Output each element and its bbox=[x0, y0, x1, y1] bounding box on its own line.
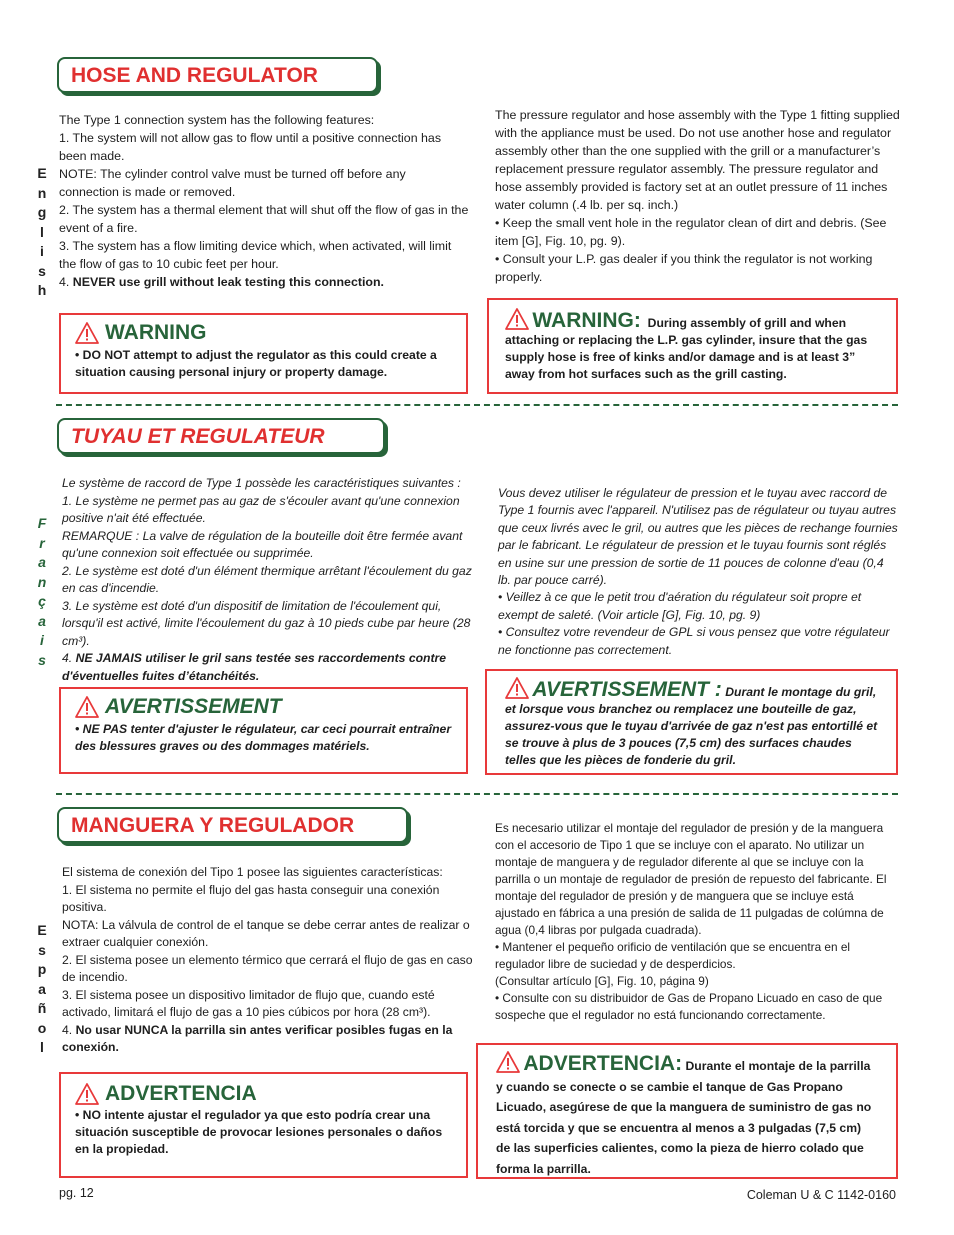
warning-triangle-icon bbox=[75, 322, 99, 344]
spanish-right-text: Es necesario utilizar el montaje del regulador de presión y de la manguera con el accesorio de Tipo 1 que se incluye con el aparato. No utilizar un montaje de manguera y de regulador diferente al que se incluye con la parrilla o un montaje de regulador de presión de repuesto del fabricante. El montaje del regulador de presión y de manguera que se incluye está ajustado en fábrica a una presión de salida de 11 pulgadas de colúmna de agua (0,4 libras por pulgada cuadrada). • Mantener el pequeño orificio de ventilación que se encuentra en el regulador libre de suciedad y de desperdicios. (Consultar artículo [G], Fig. 10, página 9) • Consulte con su distribuidor de Gas de Propano Licuado en caso de que sospeche que el regulador no está funcionando correctamente. bbox=[495, 821, 887, 1022]
english-right-text: The pressure regulator and hose assembly with the Type 1 fitting supplied with the appliance must be used. Do not use another hose and regulator assembly other than the one supplied with the grill or a manufacturer’s replacement pressure regulator assembly. The pressure regulator and hose assembly provided is factory set at an outlet pressure of 11 inches water column (.4 lb. per sq. inch.) • Keep the small vent hole in the regulator clean of dirt and debris. (See item [G], Fig. 10, pg. 9). • Consult your L.P. gas dealer if you think the regulator is not working properly. bbox=[495, 108, 900, 284]
warning-box-french-1 bbox=[59, 687, 468, 774]
warning-box-english-1 bbox=[59, 313, 468, 394]
warning-text: WARNING: During assembly of grill and when attaching or replacing the L.P. gas cylinder, insure that the gas supply hose is free of kinks and/or damage and is at least 3” away from hot surfaces such as the grill casting. bbox=[505, 309, 868, 381]
section-divider bbox=[56, 793, 898, 795]
section-divider bbox=[56, 404, 898, 406]
warning-text: • NE PAS tenter d'ajuster le régulateur, car ceci pourrait entraîner des blessures graves ou des dommages matériels. bbox=[75, 722, 452, 753]
warning-heading: AVERTISSEMENT bbox=[105, 695, 282, 718]
section-title-french: TUYAU ET REGULATEUR bbox=[57, 418, 385, 454]
warning-box-spanish-1 bbox=[59, 1072, 468, 1178]
side-label-french: F r a n ç a i s bbox=[37, 515, 47, 668]
side-label-english: E n g l i s h bbox=[37, 165, 47, 298]
warning-triangle-icon bbox=[505, 677, 529, 699]
warning-heading: ADVERTENCIA: bbox=[523, 1052, 683, 1075]
page-number: pg. 12 bbox=[59, 1186, 94, 1200]
warning-heading: AVERTISSEMENT : bbox=[532, 678, 722, 701]
warning-triangle-icon bbox=[75, 696, 99, 718]
warning-triangle-icon bbox=[496, 1051, 520, 1073]
french-right-text: Vous devez utiliser le régulateur de pression et le tuyau avec raccord de Type 1 fournis avec l'appareil. N'utilisez pas de régulateur ou tuyau autres que ceux livrés avec le gril, ou autres que les pièces de rechange fournies par le fabricant. Le régulateur de pression et le tuyau fournis sont réglés en usine sur une pression de sortie de 11 pouces de colonne d'eau (0,4 lb. par pouce carré). • Veillez à ce que le petit trou d'aération du régulateur soit propre et exempt de saleté. (Voir article [G], Fig. 10, pg. 9) • Consultez votre revendeur de GPL si vous pensez que votre régulateur ne fonctionne pas correctement. bbox=[498, 486, 898, 657]
spanish-left-text: El sistema de conexión del Tipo 1 posee las siguientes características: 1. El sistema no permite el flujo del gas hasta conseguir una conexión positiva. NOTA: La válvula de control de el tanque se debe cerrar antes de realizar o extraer cualquier conexión. 2. El sistema posee un elemento térmico que cerrará el flujo de gas en caso de incendio. 3. El sistema posee un dispositivo limitador de flujo que, cuando esté activado, limitará el flujo de gas a 10 pies cúbicos por hora (28 cm³). 4. No usar NUNCA la parrilla sin antes verificar posibles fugas en la conexión. bbox=[62, 865, 473, 1054]
warning-triangle-icon bbox=[75, 1083, 99, 1105]
section-title-english: HOSE AND REGULATOR bbox=[57, 57, 378, 93]
warning-box-spanish-2 bbox=[476, 1043, 898, 1179]
warning-heading: ADVERTENCIA bbox=[105, 1082, 257, 1105]
warning-text: • NO intente ajustar el regulador ya que esto podría crear una situación susceptible de provocar lesiones personales o daños en la propiedad. bbox=[75, 1108, 443, 1156]
document-id: Coleman U & C 1142-0160 bbox=[746, 1188, 896, 1202]
english-left-text: The Type 1 connection system has the following features: 1. The system will not allow gas to flow until a positive connection has been made. NOTE: The cylinder control valve must be turned off before any connection is made or removed. 2. The system has a thermal element that will shut off the flow of gas in the event of a fire. 3. The system has a flow limiting device which, when activated, will limit the flow of gas to 10 cubic feet per hour. 4. NEVER use grill without leak testing this connection. bbox=[59, 113, 469, 289]
french-left-text: Le système de raccord de Type 1 possède les caractéristiques suivantes : 1. Le système ne permet pas au gaz de s'écouler avant qu'une connexion positive n'ait été effectuée. REMARQUE : La valve de régulation de la bouteille doit être fermée avant qu'une connexion soit effectuée ou supprimée. 2. Le système est doté d'un élément thermique arrêtant l'écoulement du gaz en cas d'incendie. 3. Le système est doté d'un dispositif de limitation de l'écoulement qui, lorsqu'il est activé, limite l'écoulement du gaz à 10 pieds cube par heure (28 cm³). 4. NE JAMAIS utiliser le gril sans testée ses raccordements contre d'éventuelles fuites d’étanchéités. bbox=[62, 476, 472, 683]
warning-text: ADVERTENCIA: Durante el montaje de la parrilla y cuando se conecte o se cambie el tanque de Gas Propano Licuado, asegúrese de que la manguera de suministro de gas no está torcida y que se encuentra al menos a 3 pulgadas (7,5 cm) de las superficies calientes, como la pieza de hierro colado que forma la parrilla. bbox=[496, 1052, 872, 1176]
warning-heading: WARNING bbox=[105, 321, 207, 344]
warning-text: • DO NOT attempt to adjust the regulator as this could create a situation causing personal injury or property damage. bbox=[75, 348, 437, 379]
warning-triangle-icon bbox=[505, 308, 529, 330]
warning-heading: WARNING: bbox=[532, 309, 641, 332]
warning-text: AVERTISSEMENT : Durant le montage du gril, et lorsque vous branchez ou remplacez une bouteille de gaz, assurez-vous que le tuyau d'arrivée de gaz n'est pas entortillé et se trouve à plus de 3 pouces (7,5 cm) des surfaces chaudes telles que les pièces de fonderie du gril. bbox=[505, 678, 878, 767]
warning-box-french-2 bbox=[485, 669, 898, 775]
warning-box-english-2 bbox=[487, 298, 898, 394]
side-label-spanish: E s p a ñ o l bbox=[37, 922, 47, 1055]
section-title-spanish: MANGUERA Y REGULADOR bbox=[57, 807, 408, 843]
